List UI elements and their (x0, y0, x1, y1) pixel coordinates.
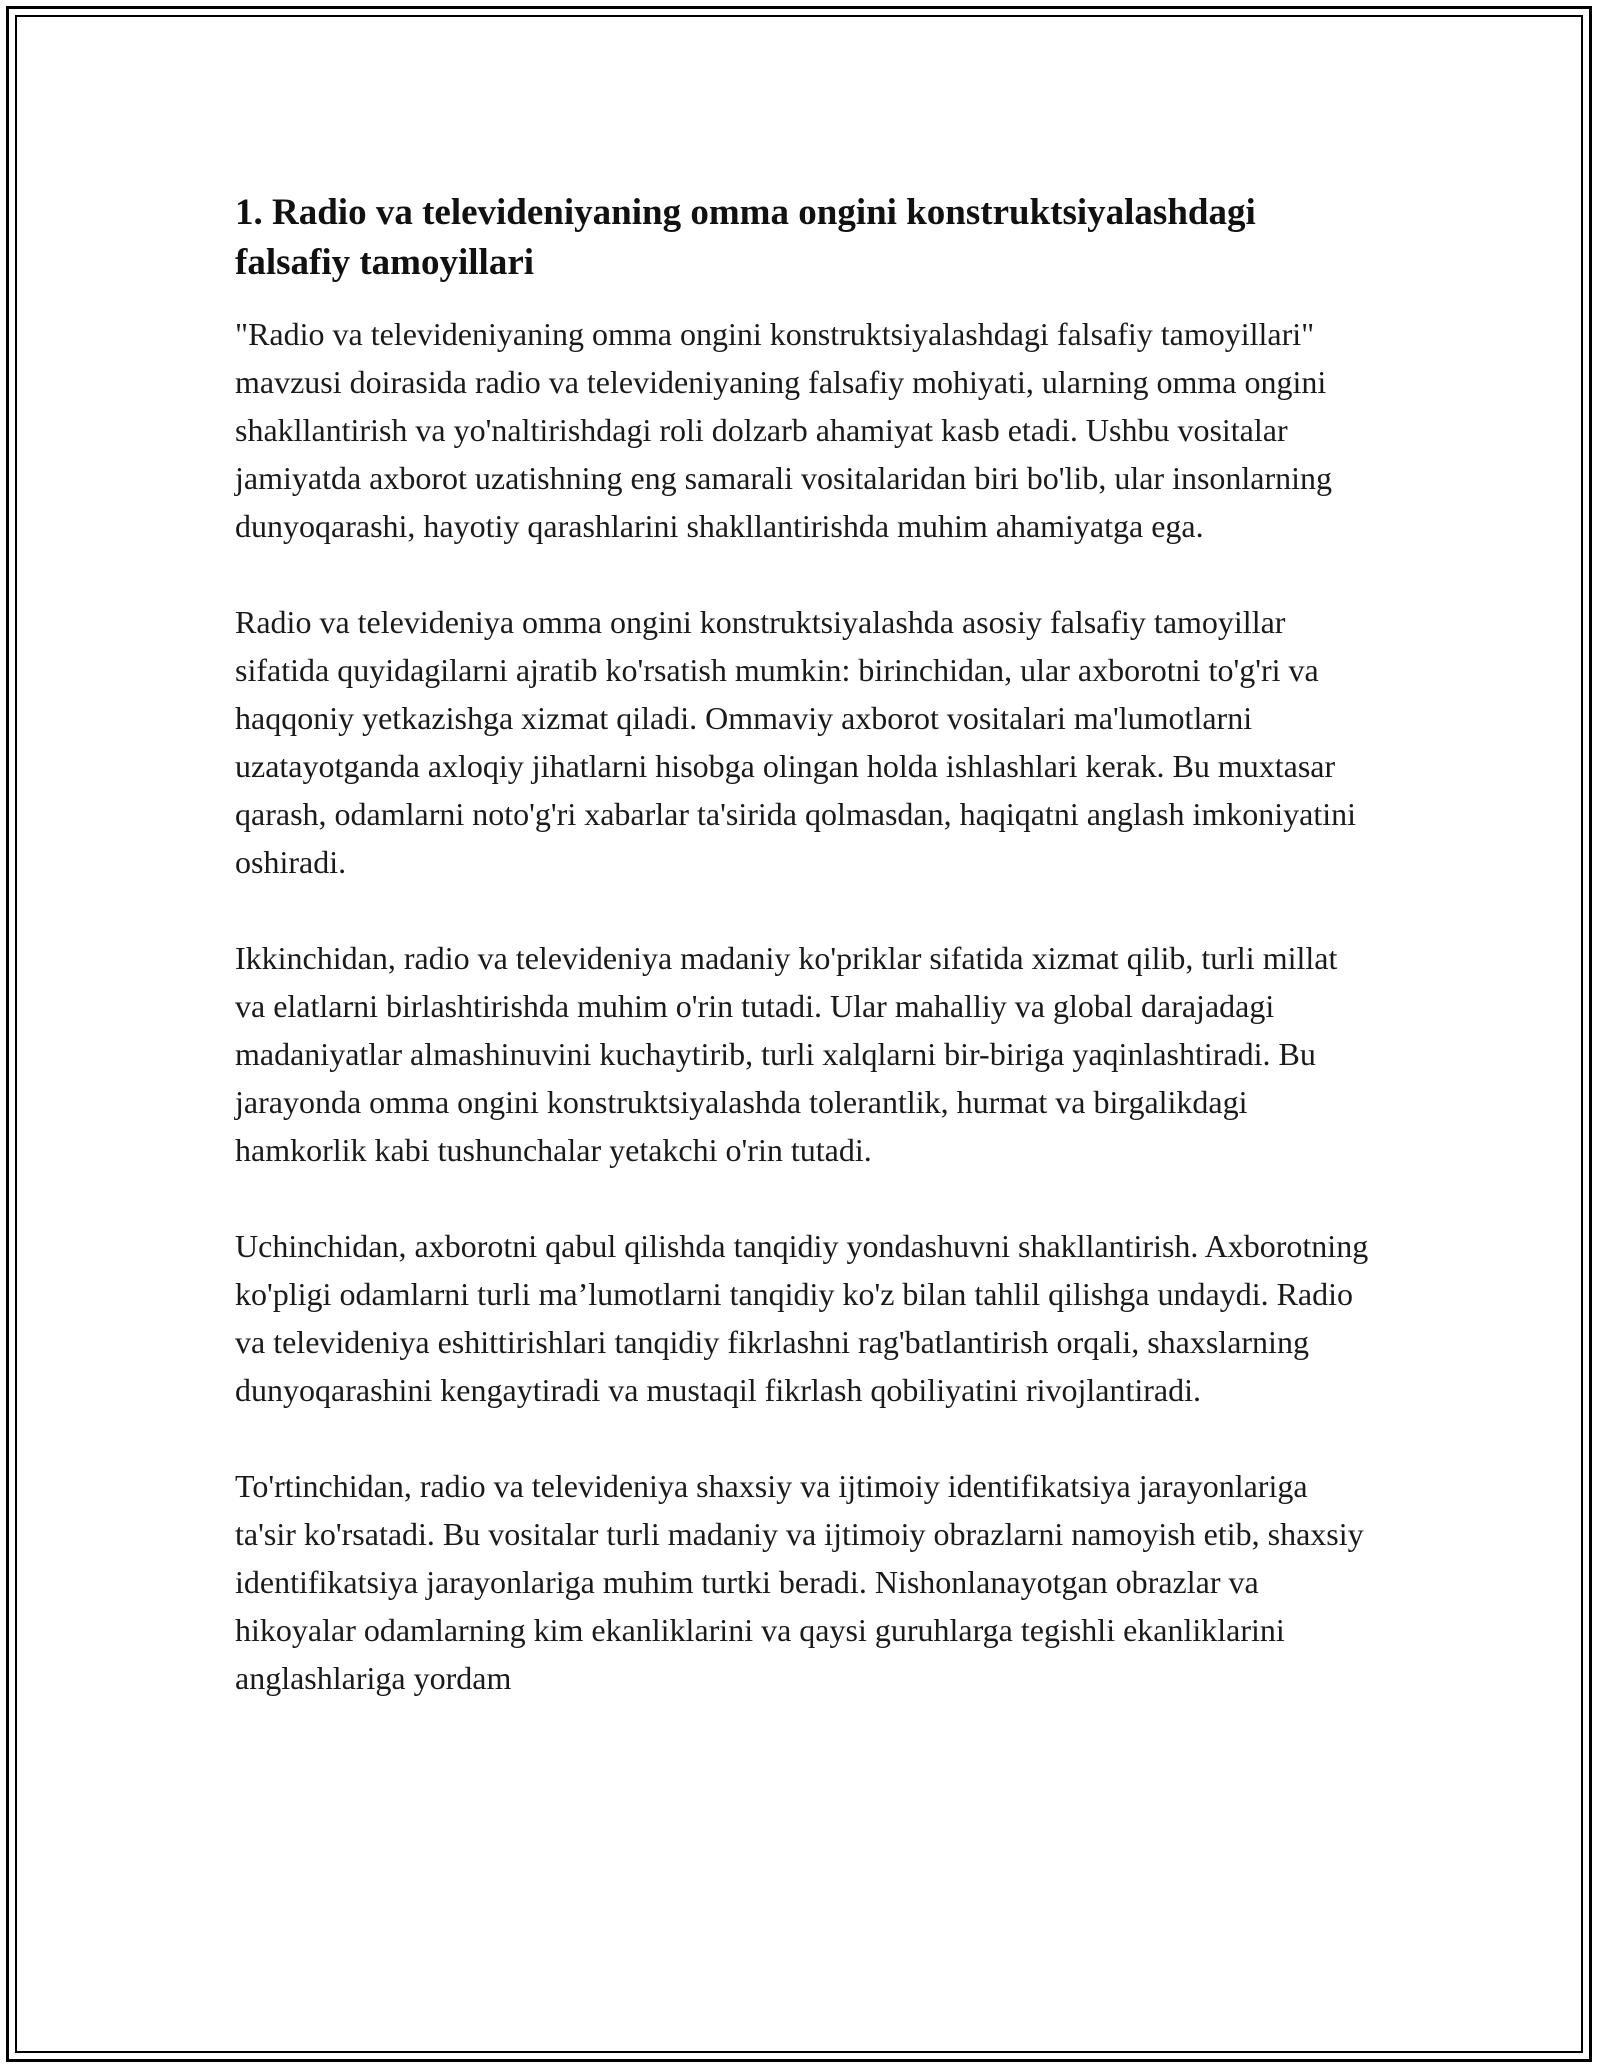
section-title: 1. Radio va televideniyaning omma ongini konstruktsiyalashdagi falsafiy tamoyillari (235, 192, 1256, 283)
paragraph-fourth-principle: To'rtinchidan, radio va televideniya shaxsiy va ijtimoiy identifikatsiya jarayonlariga ta'sir ko'rsatadi. Bu vositalar turli madaniy va ijtimoiy obrazlarni namoyish etib, shaxsiy identifikatsiya jarayonlariga muhim turtki beradi. Nishonlanayotgan obrazlar va hikoyalar odamlarning kim ekanliklarini va qaysi guruhlarga tegishli ekanliklarini anglashlariga yordam (235, 1468, 1364, 1696)
paragraph-third-principle: Uchinchidan, axborotni qabul qilishda tanqidiy yondashuvni shakllantirish. Axborotning ko'pligi odamlarni turli ma’lumotlarni tanqidiy ko'z bilan tahlil qilishga undaydi. Radio va televideniya eshittirishlari tanqidiy fikrlashni rag'batlantirish orqali, shaxslarning dunyoqarashini kengaytiradi va mustaqil fikrlash qobiliyatini rivojlantiradi. (235, 1228, 1369, 1408)
paragraph-first-principle: Radio va televideniya omma ongini konstruktsiyalashda asosiy falsafiy tamoyillar sifatida quyidagilarni ajratib ko'rsatish mumkin: birinchidan, ular axborotni to'g'ri va haqqoniy yetkazishga xizmat qiladi. Ommaviy axborot vositalari ma'lumotlarni uzatayotganda axloqiy jihatlarni hisobga olingan holda ishlashlari kerak. Bu muxtasar qarash, odamlarni noto'g'ri xabarlar ta'sirida qolmasdan, haqiqatni anglash imkoniyatini oshiradi. (235, 604, 1356, 880)
paragraph-second-principle: Ikkinchidan, radio va televideniya madaniy ko'priklar sifatida xizmat qilib, turli millat va elatlarni birlashtirishda muhim o'rin tutadi. Ular mahalliy va global darajadagi madaniyatlar almashinuvini kuchaytirib, turli xalqlarni bir-biriga yaqinlashtiradi. Bu jarayonda omma ongini konstruktsiyalashda tolerantlik, hurmat va birgalikdagi hamkorlik kabi tushunchalar yetakchi o'rin tutadi. (235, 940, 1338, 1168)
paragraph-intro: "Radio va televideniyaning omma ongini konstruktsiyalashdagi falsafiy tamoyillari" mavzusi doirasida radio va televideniyaning falsafiy mohiyati, ularning omma ongini shakllantirish va yo'naltirishdagi roli dolzarb ahamiyat kasb etadi. Ushbu vositalar jamiyatda axborot uzatishning eng samarali vositalaridan biri bo'lib, ular insonlarning dunyoqarashi, hayotiy qarashlarini shakllantirishda muhim ahamiyatga ega. (235, 316, 1333, 544)
document-body (235, 188, 1375, 1750)
